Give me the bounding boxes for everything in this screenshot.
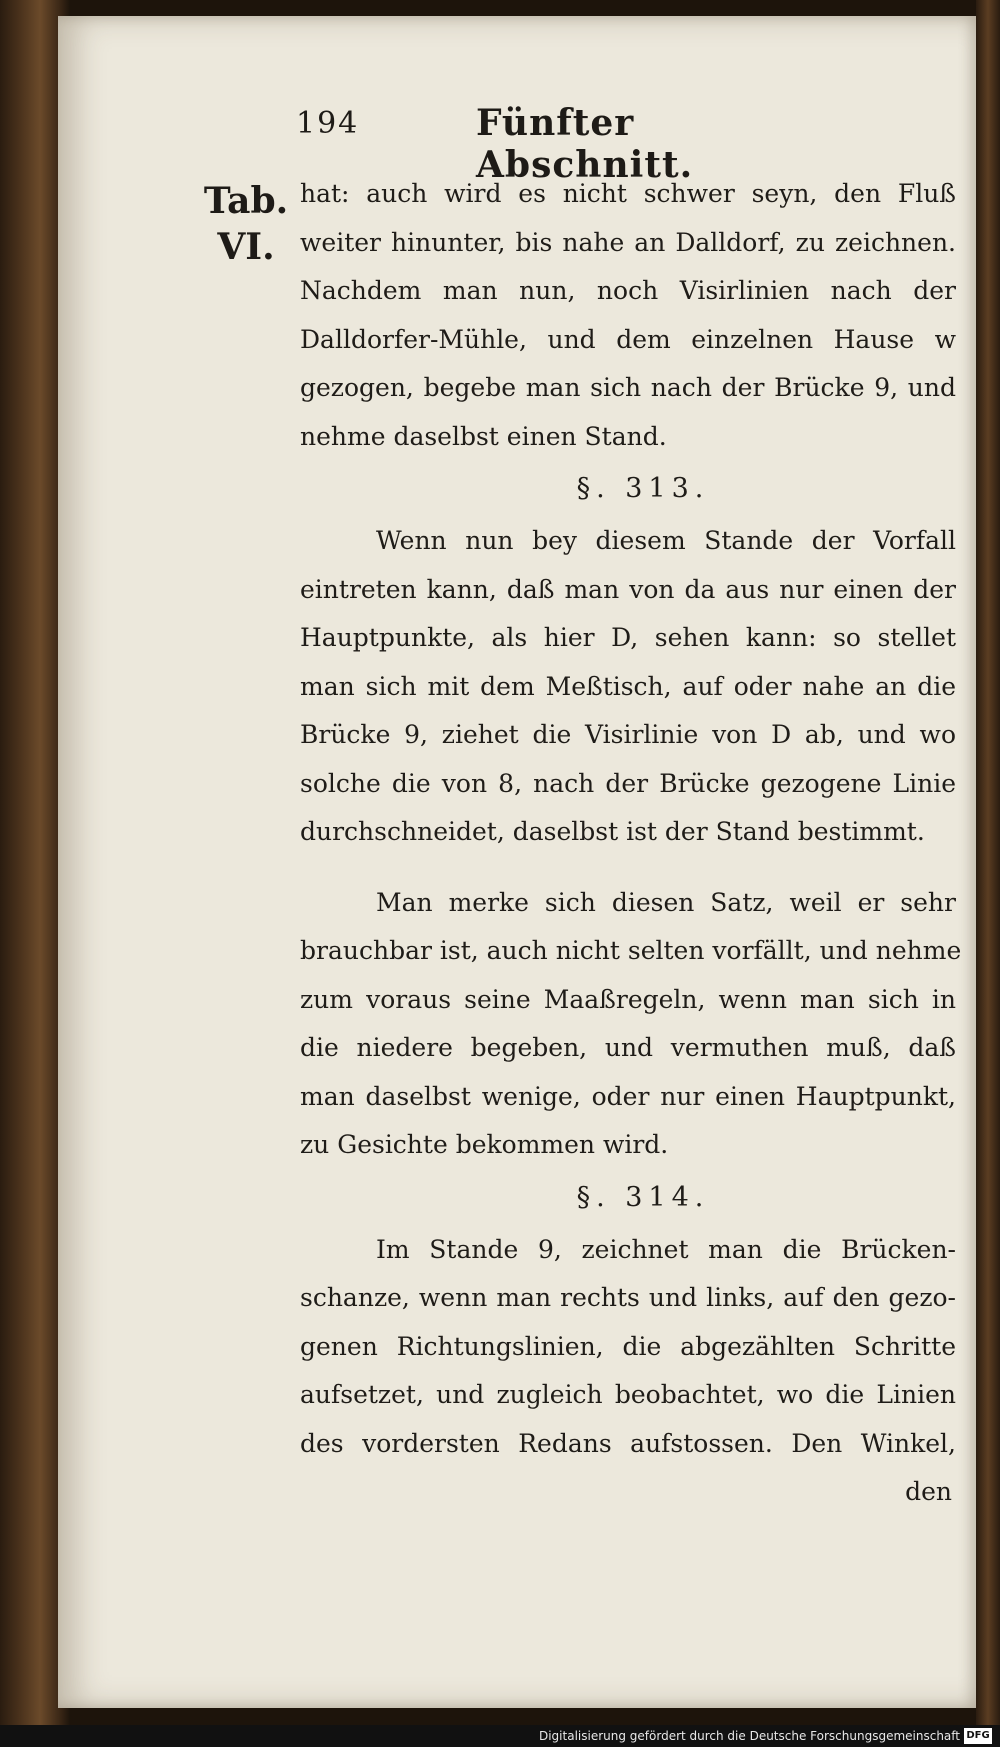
text-line: des vordersten Redans aufstossen. Den Winkel, bbox=[300, 1428, 956, 1458]
running-head: Fünfter Abschnitt. bbox=[476, 102, 694, 186]
text-line: die niedere begeben, und vermuthen muß, daß bbox=[300, 1033, 956, 1062]
text-line: durchschneidet, daselbst ist der Stand bestimmt. bbox=[300, 817, 925, 846]
paragraph-gap bbox=[300, 857, 956, 879]
text-line: zu Gesichte bekommen wird. bbox=[300, 1130, 669, 1159]
footer-bar bbox=[0, 1725, 1000, 1747]
text-line: hat: auch wird es nicht schwer seyn, den Fluß bbox=[300, 179, 956, 208]
text-line: Nachdem man nun, noch Visirlinien nach der bbox=[300, 276, 956, 305]
body-text bbox=[300, 170, 962, 1516]
text-line: zum voraus seine Maaßregeln, wenn man sich in bbox=[300, 984, 956, 1014]
page-header bbox=[296, 102, 766, 186]
text-line: eintreten kann, daß man von da aus nur einen der bbox=[300, 574, 956, 604]
text-line: Dalldorfer-Mühle, und dem einzelnen Hause w bbox=[300, 324, 956, 354]
text-line: weiter hinunter, bis nahe an Dalldorf, zu zeichnen. bbox=[300, 227, 956, 257]
page-edge bbox=[976, 0, 1000, 1725]
text-line: man daselbst wenige, oder nur einen Hauptpunkt, bbox=[300, 1081, 956, 1111]
text-line: genen Richtungslinien, die abgezählten Schritte bbox=[300, 1331, 956, 1361]
text-line: gezogen, begebe man sich nach der Brücke 9, und bbox=[300, 373, 956, 402]
page-number: 194 bbox=[296, 106, 360, 141]
dfg-logo-icon: DFG bbox=[964, 1728, 992, 1744]
paragraph bbox=[300, 517, 956, 857]
catchword: den bbox=[905, 1477, 952, 1506]
text-line: Brücke 9, ziehet die Visirlinie von D ab, und wo bbox=[300, 720, 956, 749]
text-line: Wenn nun bey diesem Stande der Vorfall bbox=[376, 526, 956, 555]
margin-note-line: VI. bbox=[217, 226, 275, 268]
text-line: solche die von 8, nach der Brücke gezogene Linie bbox=[300, 768, 956, 798]
text-line: schanze, wenn man rechts und links, auf den gezo- bbox=[300, 1283, 956, 1312]
section-heading: §. 314. bbox=[576, 1181, 710, 1213]
paragraph bbox=[300, 1226, 956, 1469]
margin-note-line: Tab. bbox=[203, 180, 289, 222]
margin-note bbox=[196, 178, 296, 270]
text-line: man sich mit dem Meßtisch, auf oder nahe an die bbox=[300, 671, 956, 701]
text-line: Hauptpunkte, als hier D, sehen kann: so stellet bbox=[300, 623, 956, 652]
text-line: brauchbar ist, auch nicht selten vorfällt, und nehme bbox=[300, 936, 962, 965]
paragraph bbox=[300, 170, 956, 461]
paragraph bbox=[300, 879, 962, 1170]
text-line: Im Stande 9, zeichnet man die Brücken- bbox=[376, 1234, 956, 1264]
funding-credit: Digitalisierung gefördert durch die Deutsche Forschungsgemeinschaft bbox=[538, 1729, 960, 1743]
text-line: aufsetzet, und zugleich beobachtet, wo die Linien bbox=[300, 1380, 956, 1409]
text-line: Man merke sich diesen Satz, weil er sehr bbox=[376, 887, 956, 917]
section-heading: §. 313. bbox=[576, 473, 710, 504]
text-line: nehme daselbst einen Stand. bbox=[300, 421, 667, 451]
